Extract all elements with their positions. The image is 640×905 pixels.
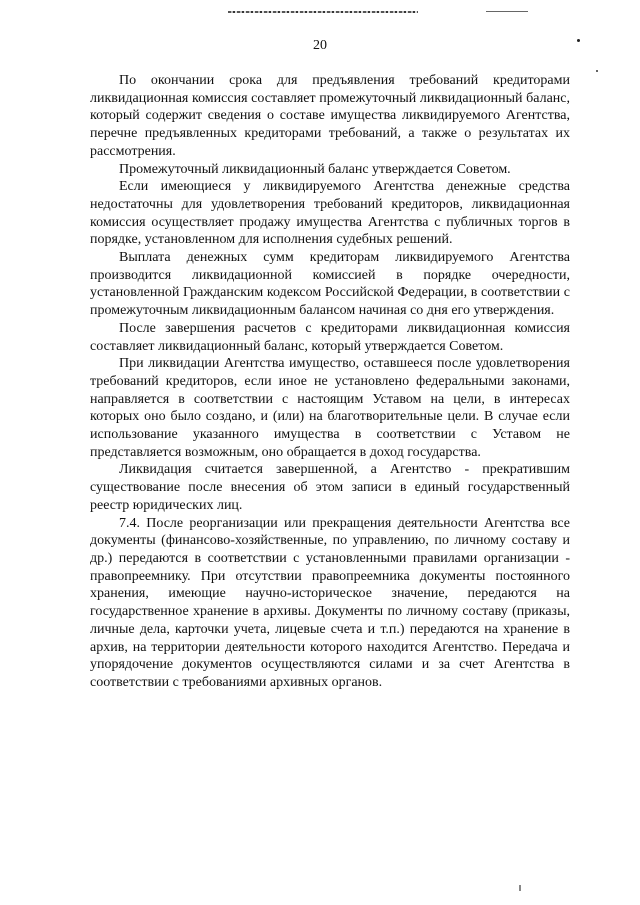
scan-artifact-top-right (486, 11, 528, 12)
paragraph-creditor-payments: Выплата денежных сумм кредиторам ликвидируемого Агентства производится ликвидационной комиссией в порядке очередности, установленной Гражданским кодексом Российской Федерации, в соответствии с промежуточным ликвидационным балансом начиная со дня его утверждения. (90, 250, 570, 319)
paragraph-final-balance: После завершения расчетов с кредиторами ликвидационная комиссия составляет ликвидационный баланс, который утверждается Советом. (90, 320, 570, 354)
scan-artifact-bottom (519, 885, 521, 891)
scan-artifact-top-left (228, 11, 418, 13)
page-number: 20 (313, 38, 327, 53)
paragraph-interim-balance: По окончании срока для предъявления требований кредиторами ликвидационная комиссия составляет промежуточный ликвидационный баланс, который содержит сведения о составе имущества ликвидируемого Агентства, перечне предъявленных кредиторами требований, а также о результатах их рассмотрения. (90, 73, 570, 159)
paragraph-asset-sale: Если имеющиеся у ликвидируемого Агентства денежные средства недостаточны для удовлетворения требований кредиторов, ликвидационная комиссия осуществляет продажу имущества Агентства с публичных торгов в порядке, установленном для исполнения судебных решений. (90, 179, 570, 248)
paragraph-liquidation-complete: Ликвидация считается завершенной, а Агентство - прекратившим существование после внесения об этом записи в единый государственный реестр юридических лиц. (90, 462, 570, 513)
scan-artifact-dot (596, 70, 598, 72)
paragraph-remaining-property: При ликвидации Агентства имущество, оставшееся после удовлетворения требований кредиторов, если иное не установлено федеральными законами, направляется в соответствии с настоящим Уставом на цели, в интересах которых оно было создано, и (или) на благотворительные цели. В случае если использование указанного имущества в соответствии с Уставом не представляется возможным, оно обращается в доход государства. (90, 356, 570, 460)
paragraph-interim-approval: Промежуточный ликвидационный баланс утверждается Советом. (119, 161, 511, 177)
document-body (90, 72, 570, 692)
paragraph-section-7-4: 7.4. После реорганизации или прекращения деятельности Агентства все документы (финансово-хозяйственные, по управлению, по личному составу и др.) передаются в соответствии с установленными правилами организации - правопреемнику. При отсутствии правопреемника документы постоянного хранения, имеющие научно-историческое значение, передаются на государственное хранение в архивы. Документы по личному составу (приказы, личные дела, карточки учета, лицевые счета и т.п.) передаются на хранение в архив, на территории деятельности которого находится Агентство. Передача и упорядочение документов осуществляются силами и за счет Агентства в соответствии с требованиями архивных органов. (90, 515, 570, 690)
